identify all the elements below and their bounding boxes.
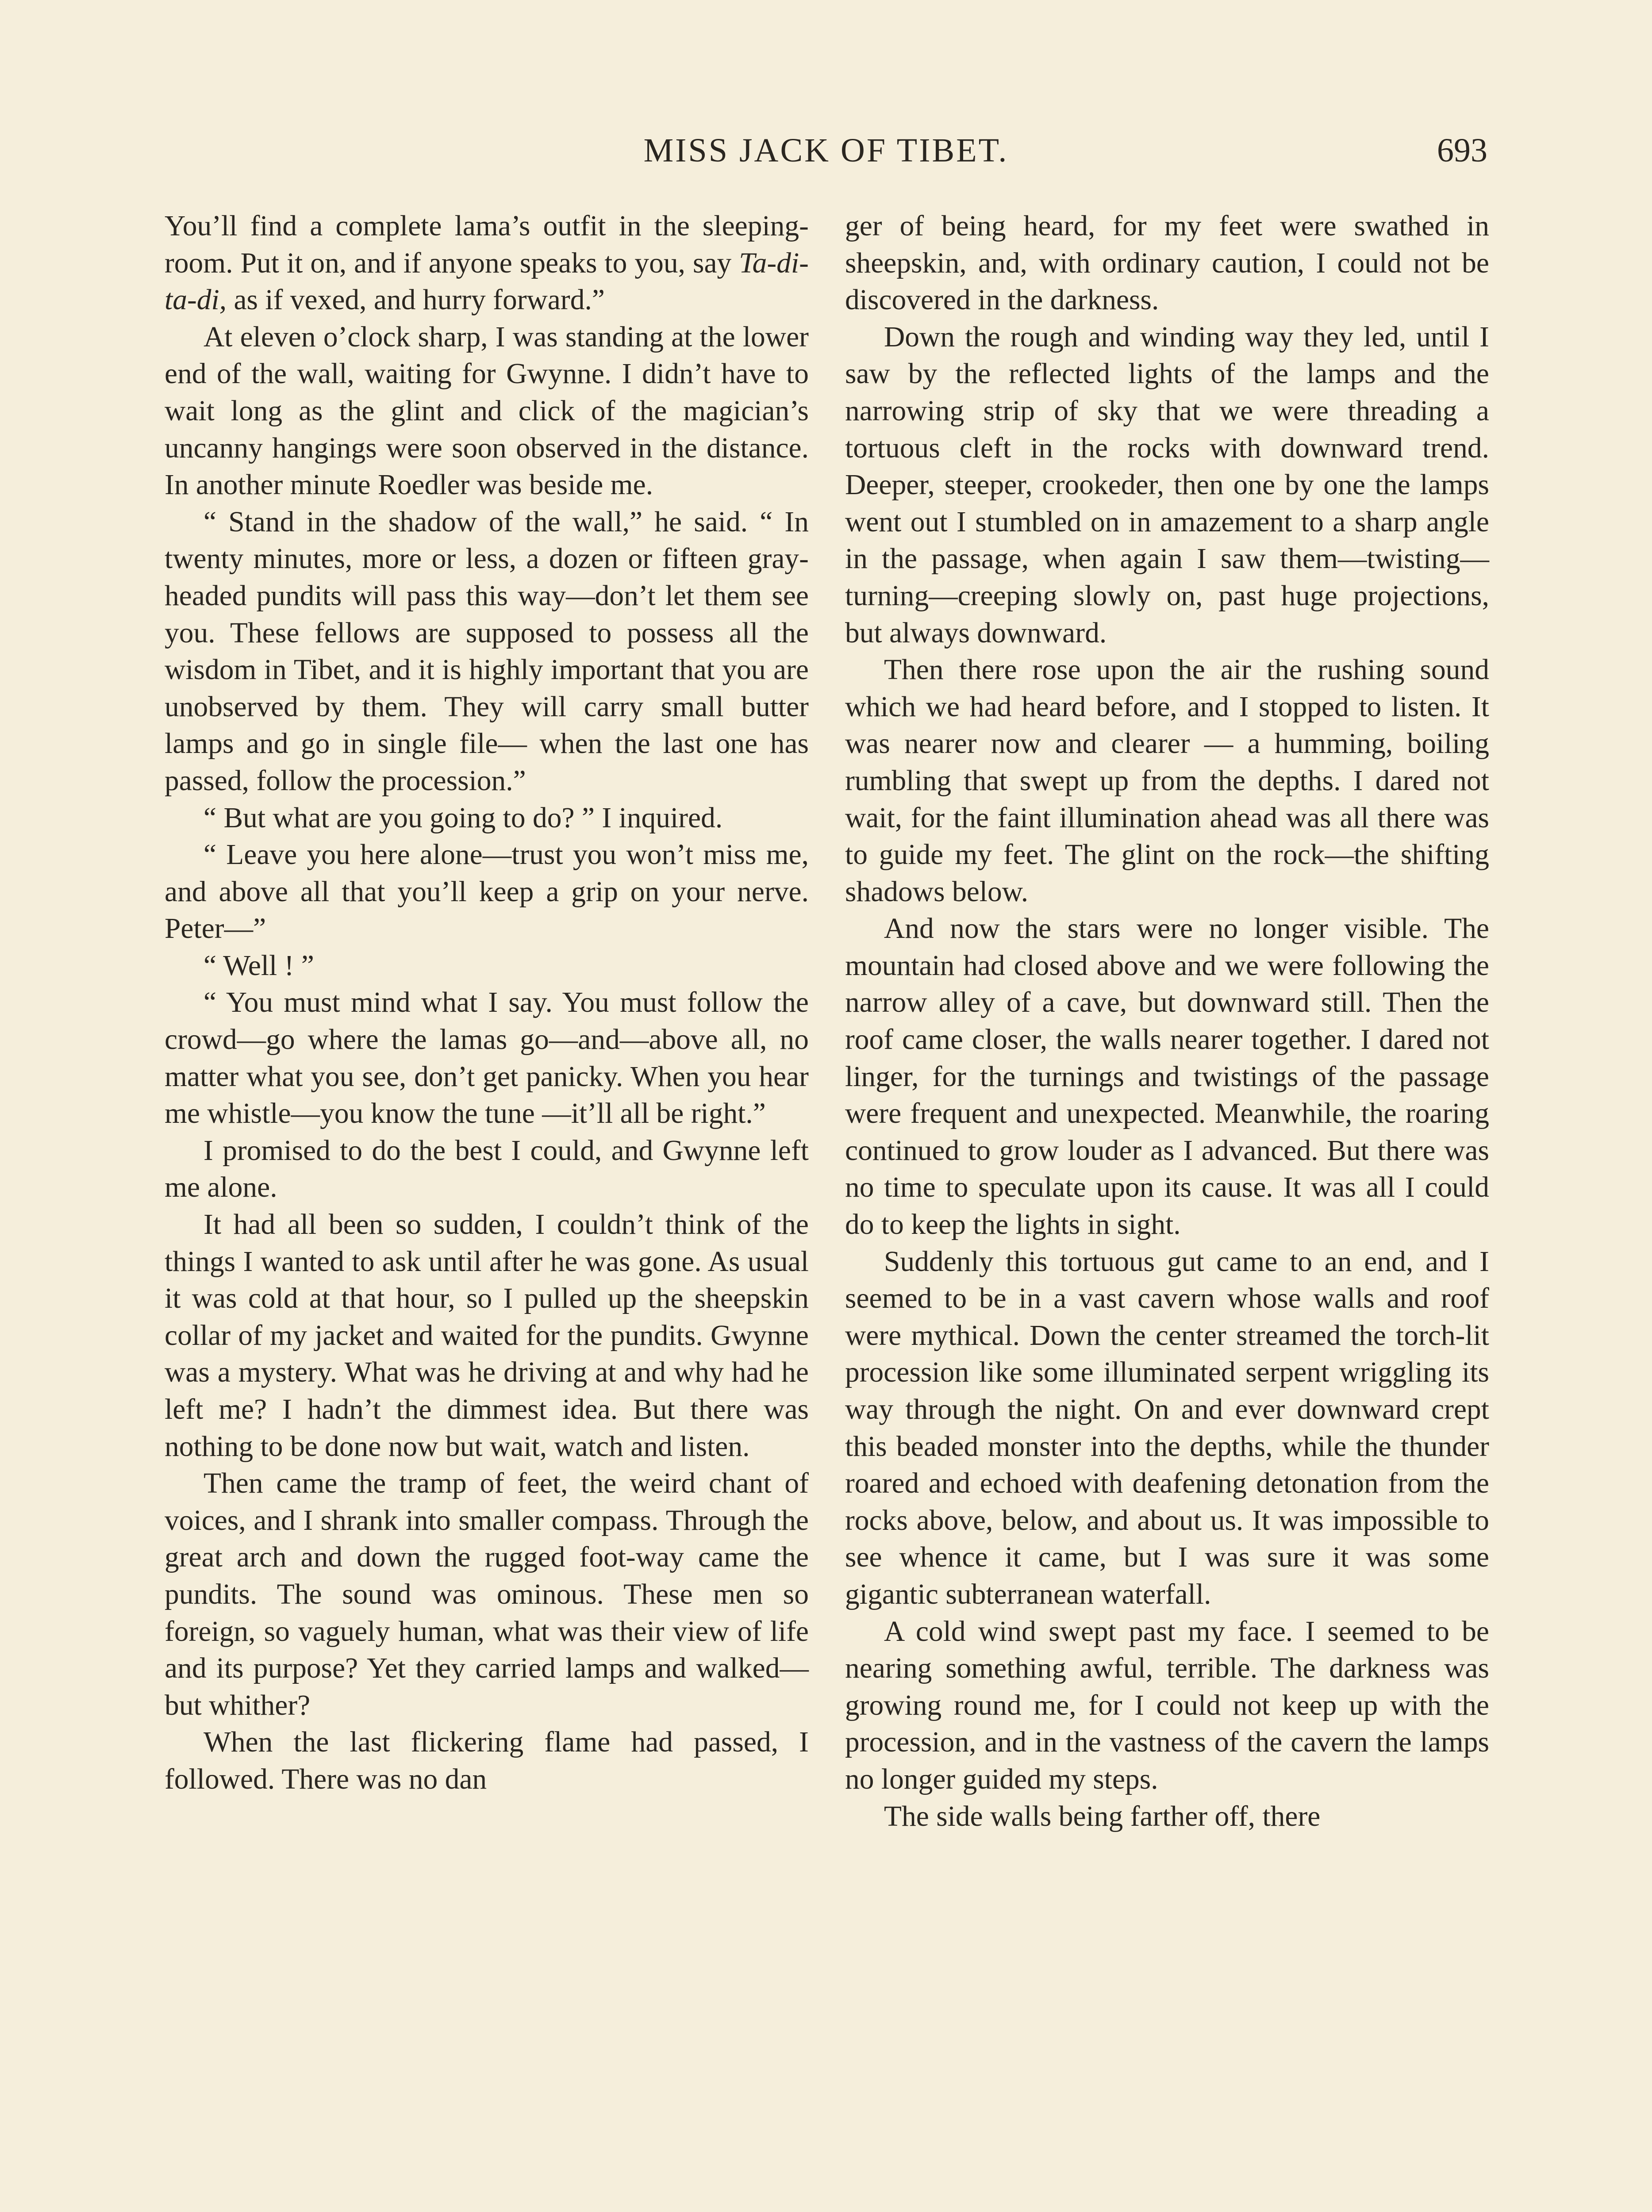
text-run: At eleven o’clock sharp, I was standing at the lower end of the wall, waiting for Gwynne. I didn’t have to wait long as the glint and click of the magician’s uncanny hangings were soon observed in the distance. In another minute Roedler was beside me. (165, 321, 809, 501)
left-paragraph (165, 319, 809, 504)
text-run: When the last flickering flame had passed, I followed. There was no dan (165, 1726, 809, 1795)
left-paragraph (165, 1724, 809, 1798)
text-run: And now the stars were no longer visible. The mountain had closed above and we were following the narrow alley of a cave, but downward still. Then the roof came closer, the walls nearer together. I dared not linger, for the turnings and twistings of the passage were frequent and unexpected. Meanwhile, the roaring continued to grow louder as I advanced. But there was no time to speculate upon its cause. It was all I could do to keep the lights in sight. (845, 913, 1489, 1241)
text-run: The side walls being farther off, there (884, 1800, 1321, 1832)
left-paragraph (165, 1465, 809, 1724)
text-run: as if vexed, and hurry forward.” (227, 284, 605, 316)
right-column (845, 208, 1489, 1835)
text-run: It had all been so sudden, I couldn’t think of the things I wanted to ask until after he was gone. As usual it was cold at that hour, so I pulled up the sheepskin collar of my jacket and waited for the pundits. Gwynne was a mystery. What was he driving at and why had he left me? I hadn’t the dimmest idea. But there was nothing to be done now but wait, watch and listen. (165, 1209, 809, 1463)
right-paragraph (845, 208, 1489, 319)
left-paragraph (165, 504, 809, 800)
text-run: A cold wind swept past my face. I seemed to be nearing something awful, terrible. The darkness was growing round me, for I could not keep up with the procession, and in the vastness of the cavern the lamps no longer guided my steps. (845, 1615, 1489, 1795)
text-run: I promised to do the best I could, and Gwynne left me alone. (165, 1134, 809, 1204)
left-paragraph (165, 837, 809, 948)
right-paragraph (845, 910, 1489, 1243)
right-paragraph (845, 1798, 1489, 1836)
left-paragraph (165, 1133, 809, 1206)
text-run: You’ll find a complete lama’s outfit in the sleeping-room. Put it on, and if anyone speaks to you, say (165, 210, 809, 279)
page-header (165, 128, 1487, 177)
right-paragraph (845, 652, 1489, 910)
right-paragraph (845, 1613, 1489, 1798)
page-number: 693 (1437, 132, 1487, 169)
right-paragraph (845, 1244, 1489, 1613)
text-run: Suddenly this tortuous gut came to an end, and I seemed to be in a vast cavern whose walls and roof were mythical. Down the center streamed the torch-lit procession like some illuminated serpent wriggling its way through the night. On and ever downward crept this beaded monster into the depths, while the thunder roared and echoed with deafening detonation from the rocks above, below, and about us. It was impossible to see whence it came, but I was sure it was some gigantic subterranean waterfall. (845, 1245, 1489, 1610)
text-run: ger of being heard, for my feet were swathed in sheepskin, and, with ordinary caution, I could not be discovered in the darkness. (845, 210, 1489, 316)
italic-phrase: Ta-di-ta-di, (165, 247, 809, 316)
left-paragraph (165, 1206, 809, 1465)
text-run: “ Well ! ” (204, 949, 314, 982)
right-paragraph (845, 319, 1489, 652)
left-paragraph (165, 800, 809, 837)
left-column (165, 208, 809, 1798)
text-run: Down the rough and winding way they led, until I saw by the reflected lights of the lamps and the narrowing strip of sky that we were threading a tortuous cleft in the rocks with downward trend. Deeper, steeper, crookeder, then one by one the lamps went out I stumbled on in amazement to a sharp angle in the passage, when again I saw them—twisting—turning—creeping slowly on, past huge projections, but always downward. (845, 321, 1489, 649)
text-run: “ Leave you here alone—trust you won’t miss me, and above all that you’ll keep a grip on your nerve. Peter—” (165, 839, 809, 945)
left-paragraph (165, 948, 809, 985)
text-run: Then came the tramp of feet, the weird chant of voices, and I shrank into smaller compass. Through the great arch and down the rugged foot-way came the pundits. The sound was ominous. These men so foreign, so vaguely human, what was their view of life and its purpose? Yet they carried lamps and walked—but whither? (165, 1467, 809, 1721)
text-run: “ Stand in the shadow of the wall,” he said. “ In twenty minutes, more or less, a dozen or fifteen gray-headed pundits will pass this way—don’t let them see you. These fellows are supposed to possess all the wisdom in Tibet, and it is highly important that you are unobserved by them. They will carry small butter lamps and go in single file— when the last one has passed, follow the procession.” (165, 506, 809, 797)
left-paragraph (165, 984, 809, 1132)
left-paragraph (165, 208, 809, 319)
text-run: “ But what are you going to do? ” I inquired. (204, 802, 723, 834)
running-title: MISS JACK OF TIBET. (643, 132, 1009, 169)
text-run: Then there rose upon the air the rushing sound which we had heard before, and I stopped to listen. It was nearer now and clearer — a humming, boiling rumbling that swept up from the depths. I dared not wait, for the faint illumination ahead was all there was to guide my feet. The glint on the rock—the shifting shadows below. (845, 654, 1489, 908)
text-run: “ You must mind what I say. You must follow the crowd—go where the lamas go—and—above all, no matter what you see, don’t get panicky. When you hear me whistle—you know the tune —it’ll all be right.” (165, 987, 809, 1130)
